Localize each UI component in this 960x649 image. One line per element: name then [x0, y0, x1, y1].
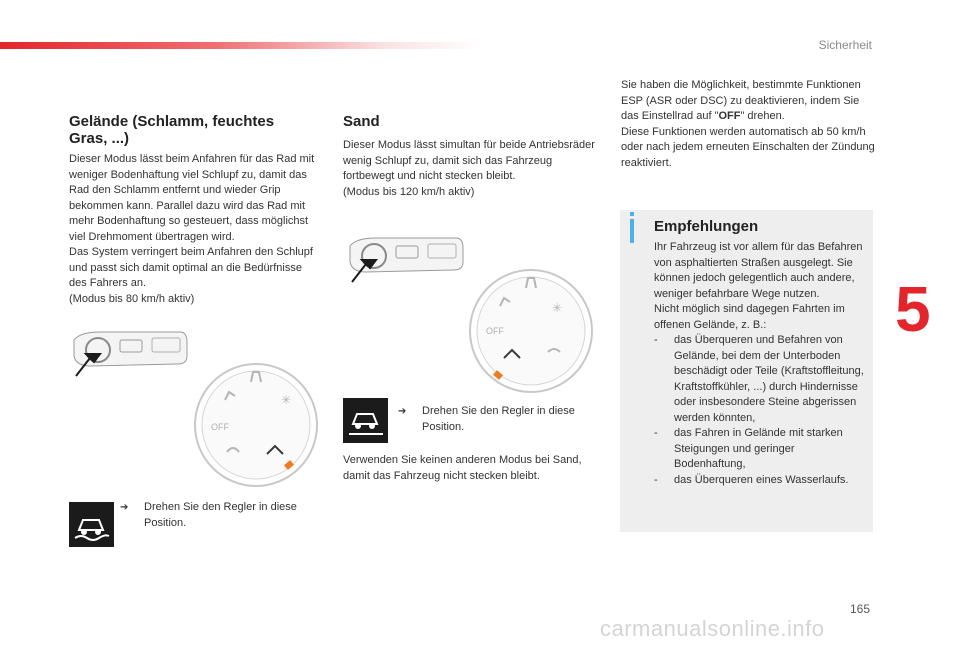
section-title: Sicherheit [818, 38, 872, 52]
svg-text:✳: ✳ [552, 301, 563, 315]
recommendations-list [654, 333, 869, 488]
gelaende-paragraph-2: Das System verringert beim Anfahren den Schlupf und passt sich damit optimal an die Bedürfnisse des Fahrers an. [69, 246, 313, 289]
chapter-number: 5 [895, 273, 931, 345]
header-bar [0, 42, 480, 49]
sand-paragraph-1: Dieser Modus lässt simultan für beide Antriebsräder wenig Schlupf zu, damit sich das Fahrzeug fortbewegt und nicht stecken bleibt. [343, 139, 595, 182]
gelaende-paragraph-1: Dieser Modus lässt beim Anfahren für das Rad mit weniger Bodenhaftung viel Schlupf zu, damit das Rad den Schlamm entfernt und wieder Grip bekommen kann. Parallel dazu wird das Rad mit mehr Bodenhaftung so gesteuert, dass möglichst viel Drehmoment übertragen wird. [69, 153, 315, 243]
mud-mode-icon [69, 502, 114, 547]
sand-step [398, 404, 598, 435]
list-item: - das Überqueren eines Wasserlaufs. [654, 473, 869, 489]
recommendations-title: Empfehlungen [654, 218, 759, 235]
grip-control-dial-illustration [193, 362, 319, 488]
recommendations-paragraph-2: Nicht möglich sind dagegen Fahrten im offenen Gelände, z. B.: [654, 303, 845, 331]
intro-paragraph-2: Diese Funktionen werden automatisch ab 50 km/h oder nach jedem erneuten Einschalten der Zündung reaktiviert. [621, 125, 875, 169]
intro-text [621, 78, 876, 171]
gelaende-paragraph-3: (Modus bis 80 km/h aktiv) [69, 292, 195, 305]
gelaende-body [69, 152, 319, 307]
sand-mode-icon [343, 398, 388, 443]
dial-off-label: OFF [211, 422, 229, 432]
recommendations-box [620, 210, 873, 532]
svg-text:✳: ✳ [281, 393, 292, 407]
dial-off-label: OFF [486, 326, 504, 336]
intro-quote-open: " [714, 110, 719, 122]
intro-off-label: OFF [718, 110, 741, 122]
sand-body [343, 138, 598, 200]
list-item: - das Fahren in Gelände mit starken Steigungen und geringer Bodenhaftung, [654, 426, 869, 473]
sand-warning-text: Verwenden Sie keinen anderen Modus bei Sand, damit das Fahrzeug nicht stecken bleibt. [343, 454, 582, 482]
gelaende-step [120, 500, 320, 531]
intro-line-1-end: " drehen. [740, 110, 785, 122]
arrow-right-icon: ➔ [120, 502, 129, 513]
grip-control-dial-illustration [468, 268, 594, 394]
intro-line-1: Sie haben die Möglichkeit, bestimmte Funktionen ESP (ASR oder DSC) zu deaktivieren, indem Sie das Einstellrad auf [621, 79, 861, 122]
intro-paragraph-1 [621, 78, 876, 125]
gelaende-step-text: Drehen Sie den Regler in diese Position. [144, 501, 297, 529]
gelaende-section [69, 113, 299, 147]
recommendations-paragraph-1: Ihr Fahrzeug ist vor allem für das Befahren von asphaltierten Straßen ausgelegt. Sie können jedoch gelegentlich auch andere, weniger befahrbare Wege nutzen. [654, 241, 863, 300]
sand-paragraph-2: (Modus bis 120 km/h aktiv) [343, 185, 475, 198]
dashboard-illustration [70, 328, 190, 378]
list-item: - das Überqueren und Befahren von Gelände, bei dem der Unterboden beschädigt oder Teile (Kraftstoffleitung, Kraftstoffkühler, ...) durch Hindernisse oder insbesondere Steine abgerissen werden könnten, [654, 333, 869, 426]
info-icon [630, 219, 634, 243]
arrow-right-icon: ➔ [398, 406, 407, 417]
recommendations-body [654, 240, 869, 488]
gelaende-title: Gelände (Schlamm, feuchtes Gras, ...) [69, 113, 275, 147]
watermark: carmanualsonline.info [600, 616, 825, 641]
sand-warning [343, 453, 598, 484]
sand-section [343, 113, 543, 130]
sand-step-text: Drehen Sie den Regler in diese Position. [422, 405, 575, 433]
dashboard-illustration [346, 234, 466, 284]
page-number: 165 [849, 602, 870, 616]
sand-title: Sand [343, 113, 380, 130]
